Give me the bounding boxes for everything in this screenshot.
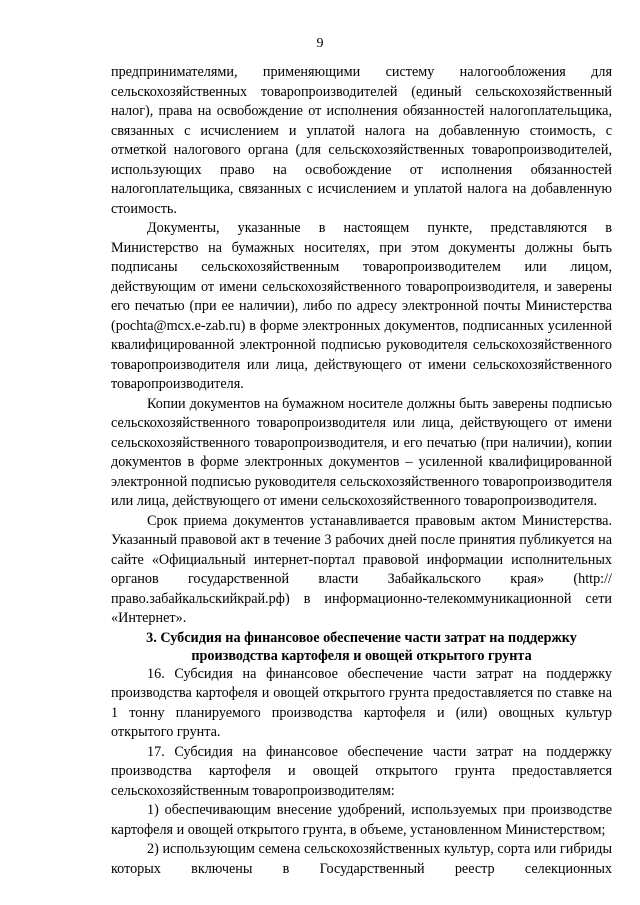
document-body [111, 63, 612, 879]
list-item-seeds: 2) использующим семена сельскохозяйственных культур, сорта или гибриды которых включены в Государственный реестр селекционных [111, 841, 612, 877]
section-heading: 3. Субсидия на финансовое обеспечение части затрат на поддержку производства картофеля и овощей открытого грунта [146, 629, 577, 664]
paragraph-documents-submission: Документы, указанные в настоящем пункте, представляются в Министерство на бумажных носителях, при этом документы должны быть подписаны сельскохозяйственным товаропроизводителем или лицом, действующим от имени сельскохозяйственного товаропроизводителя, и заверены его печатью (при ее наличии), либо по адресу электронной почты Министерства (pochta@mcx.e-zab.ru) в форме электронных документов, подписанных усиленной квалифицированной электронной подписью руководителя сельскохозяйственного товаропроизводителя или лица, действующего от имени сельскохозяйственного товаропроизводителя. [111, 220, 612, 392]
paragraph-continuation: предпринимателями, применяющими систему налогообложения для сельскохозяйственных товаропроизводителей (единый сельскохозяйственный налог), права на освобождение от исполнения обязанностей налогоплательщика, связанных с исчислением и уплатой налога на добавленную стоимость, с отметкой налогового органа (для сельскохозяйственных товаропроизводителей, использующих право на освобождение от исполнения обязанностей налогоплательщика, связанных с исчислением и уплатой налога на добавленную стоимость. [111, 64, 612, 217]
paragraph-acceptance-period: Срок приема документов устанавливается правовым актом Министерства. Указанный правовой акт в течение 3 рабочих дней после принятия публикуется на сайте «Официальный интернет-портал правовой информации исполнительных органов государственной власти Забайкальского края» (http://право.забайкальскийкрай.рф) в информационно-телекоммуникационной сети «Интернет». [111, 512, 612, 626]
paragraph-clause-17: 17. Субсидия на финансовое обеспечение части затрат на поддержку производства картофеля и овощей открытого грунта предоставляется сельскохозяйственным товаропроизводителям: [111, 743, 612, 799]
paragraph-document-copies: Копии документов на бумажном носителе должны быть заверены подписью сельскохозяйственного товаропроизводителя или лица, действующего от имени сельскохозяйственного товаропроизводителя, и его печатью (при наличии), копии документов в форме электронных документов – усиленной квалифицированной электронной подписью руководителя сельскохозяйственного товаропроизводителя или лица, действующего от имени сельскохозяйственного товаропроизводителя. [111, 395, 612, 509]
page-number: 9 [316, 36, 324, 51]
paragraph-clause-16: 16. Субсидия на финансовое обеспечение части затрат на поддержку производства картофеля и овощей открытого грунта предоставляется по ставке на 1 тонну планируемого производства картофеля и (или) овощных культур открытого грунта. [111, 665, 612, 740]
list-item-fertilizers: 1) обеспечивающим внесение удобрений, используемых при производстве картофеля и овощей открытого грунта, в объеме, установленном Министерством; [111, 802, 612, 838]
